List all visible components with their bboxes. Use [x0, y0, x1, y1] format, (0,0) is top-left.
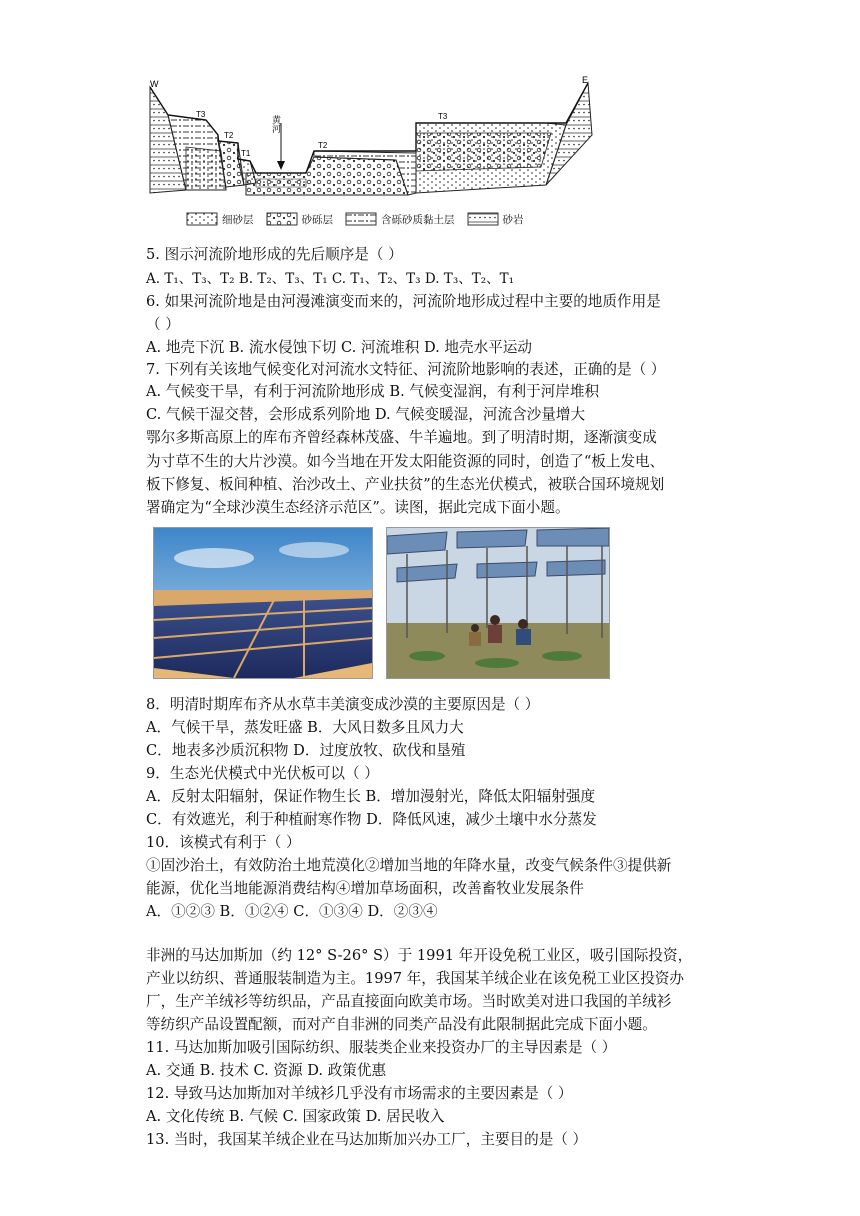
- terrace-label-t1: T1: [241, 149, 251, 158]
- question-10-stem: 10．该模式有利于（ ）: [146, 834, 301, 851]
- legend-label-gravel: 砂砾层: [301, 213, 333, 226]
- legend-swatch-gravel: [266, 212, 298, 226]
- question-6-options: A. 地壳下沉 B. 流水侵蚀下切 C. 河流堆积 D. 地壳水平运动: [146, 339, 532, 356]
- question-10-statements-1: ①固沙治土，有效防治土地荒漠化②增加当地的年降水量，改变气候条件③提供新: [146, 857, 672, 874]
- question-7-options-ab: A. 气候变干旱，有利于河流阶地形成 B. 气候变湿润，有利于河岸堆积: [146, 383, 600, 400]
- passage-c-line-1: 非洲的马达加斯加（约 12° S-26° S）于 1991 年开设免税工业区，吸引国际投资，: [146, 947, 693, 964]
- passage-b-line-2: 为寸草不生的大片沙漠。如今当地在开发太阳能资源的同时，创造了“板上发电、: [146, 453, 665, 470]
- question-7-stem: 7. 下列有关该地气候变化对河流水文特征、河流阶地影响的表述，正确的是（ ）: [146, 361, 666, 378]
- question-8-stem: 8．明清时期库布齐从水草丰美演变成沙漠的主要原因是（ ）: [146, 696, 540, 713]
- passage-b-line-4: 署确定为“全球沙漠生态经济示范区”。读图，据此完成下面小题。: [146, 499, 570, 516]
- question-6-stem: 6. 如果河流阶地是由河漫滩演变而来的，河流阶地形成过程中主要的地质作用是: [146, 293, 661, 310]
- question-9-options-cd: C．有效遮光，利于种植耐寒作物 D．降低风速，减少土壤中水分蒸发: [146, 811, 597, 828]
- terrace-label-right-t2: T2: [318, 141, 328, 150]
- passage-b-line-1: 鄂尔多斯高原上的库布齐曾经森林茂盛、牛羊遍地。到了明清时期，逐渐演变成: [146, 429, 657, 446]
- question-7-options-cd: C. 气候干湿交替，会形成系列阶地 D. 气候变暖湿，河流含沙量增大: [146, 406, 586, 423]
- terrace-label-left-t3: T3: [196, 110, 206, 119]
- terrace-label-right-t3: T3: [438, 112, 448, 121]
- passage-b-line-3: 板下修复、板间种植、治沙改土、产业扶贫”的生态光伏模式，被联合国环境规划: [146, 476, 665, 493]
- passage-c-line-3: 厂，生产羊绒衫等纺织品，产品直接面向欧美市场。当时欧美对进口我国的羊绒衫: [146, 993, 672, 1010]
- legend-label-sandstone: 砂岩: [502, 213, 524, 226]
- question-9-options-ab: A．反射太阳辐射，保证作物生长 B．增加漫射光，降低太阳辐射强度: [146, 788, 596, 805]
- ecological-photovoltaic-photo: [386, 527, 610, 679]
- question-10-options: A．①②③ B．①②④ C．①③④ D．②③④: [146, 903, 438, 920]
- question-12-options: A. 文化传统 B. 气候 C. 国家政策 D. 居民收入: [146, 1108, 445, 1125]
- question-10-statements-2: 能源，优化当地能源消费结构④增加草场面积，改善畜牧业发展条件: [146, 880, 584, 897]
- question-5-options: A. T₁、T₃、T₂ B. T₂、T₃、T₁ C. T₁、T₂、T₃ D. T₃、T₂、T₁: [146, 271, 515, 287]
- east-label: E: [582, 75, 589, 85]
- question-11-options: A. 交通 B. 技术 C. 资源 D. 政策优惠: [146, 1062, 387, 1079]
- question-11-stem: 11. 马达加斯加吸引国际纺织、服装类企业来投资办厂的主导因素是（ ）: [146, 1039, 617, 1056]
- passage-c-line-4: 等纺织产品设置配额，而对产自非洲的同类产品没有此限制据此完成下面小题。: [146, 1016, 657, 1033]
- legend-swatch-fine-sand: [186, 212, 218, 226]
- west-label: W: [150, 79, 159, 89]
- legend-label-clay: 含砾砂质黏土层: [381, 213, 455, 226]
- question-8-options-cd: C．地表多沙质沉积物 D．过度放牧、砍伐和垦殖: [146, 742, 466, 759]
- question-12-stem: 12. 导致马达加斯加对羊绒衫几乎没有市场需求的主要因素是（ ）: [146, 1085, 573, 1102]
- question-13-stem: 13. 当时，我国某羊绒企业在马达加斯加兴办工厂，主要目的是（ ）: [146, 1131, 588, 1148]
- question-9-stem: 9．生态光伏模式中光伏板可以（ ）: [146, 765, 379, 782]
- legend-label-fine-sand: 细砂层: [222, 213, 254, 226]
- yellow-river-label: 黄河: [270, 115, 280, 133]
- passage-c-line-2: 产业以纺织、普通服装制造为主。1997 年，我国某羊绒企业在该免税工业区投资办: [146, 970, 684, 987]
- question-5-stem: 5. 图示河流阶地形成的先后顺序是（ ）: [146, 246, 403, 263]
- diagram-legend: [186, 208, 524, 230]
- question-8-options-ab: A．气候干旱，蒸发旺盛 B．大风日数多且风力大: [146, 719, 464, 736]
- solar-farm-photo: [153, 527, 373, 679]
- legend-swatch-clay: [345, 212, 377, 226]
- legend-swatch-sandstone: [467, 212, 499, 226]
- terrace-label-left-t2: T2: [224, 131, 234, 140]
- question-6-stem-continued: （ ）: [146, 316, 180, 333]
